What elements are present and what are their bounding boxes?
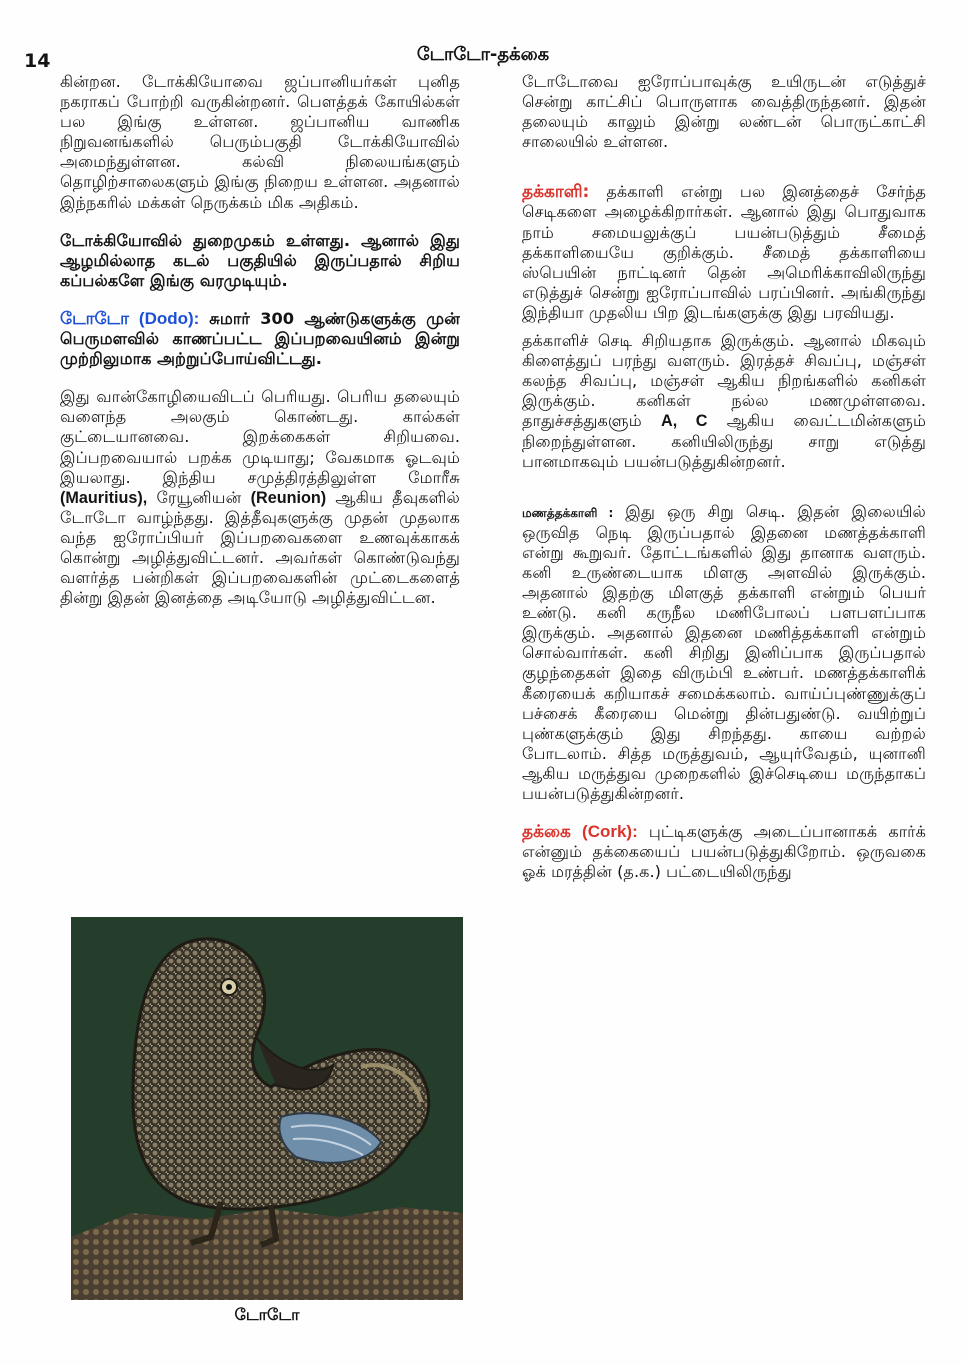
dodo-body-a: இது வான்கோழியைவிடப் பெரியது. பெரிய தலையும் வளைந்த அலகும் கொண்டது. கால்கள் குட்டையானவை. இறக்கைகள் சிறியவை. இப்பறவையால் பறக்க முடியாது; வேகமாக ஓடவும் இயலாது. இந்திய சமுத்திரத்திலுள்ள மோரீசு: [60, 387, 460, 487]
running-title: டோடோ-தக்கை: [416, 44, 550, 65]
dodo-intro-text: சுமார் 300 ஆண்டுகளுக்கு முன் பெருமளவில் காணப்பட்ட இப்பறவையினம் இன்று முற்றிலுமாக அற்றுப்போய்விட்டது.: [60, 308, 460, 369]
tokyo-paragraph-1: கின்றன. டோக்கியோவை ஜப்பானியர்கள் புனித நகராகப் போற்றி வருகின்றனர். பௌத்தக் கோயில்கள் பல இங்கு உள்ளன. ஜப்பானிய வாணிக நிறுவனங்களில் பெரும்பகுதி டோக்கியோவில் அமைந்துள்ளன. கல்வி நிலையங்களும் தொழிற்சாலைகளும் இங்கு நிறைய உள்ளன. அதனால் இந்நகரில் மக்கள் நெருக்கம் மிக அதிகம்.: [60, 72, 460, 212]
dodo-entry-intro: [60, 309, 460, 369]
dodo-body: [60, 387, 460, 608]
reunion-term: (Reunion): [250, 488, 327, 507]
dodo-heading-latin: (Dodo):: [138, 308, 200, 328]
tokyo-paragraph-2: டோக்கியோவில் துறைமுகம் உள்ளது. ஆனால் இது ஆழமில்லாத கடல் பகுதியில் இருப்பதால் சிறிய கப்பல்களே இங்கு வரமுடியும்.: [60, 230, 460, 290]
cork-heading-latin: (Cork):: [582, 822, 638, 842]
cork-entry: [522, 822, 926, 882]
tomato-paragraph-2: [522, 331, 926, 472]
vitamins-label: A, C: [661, 412, 708, 431]
tomato-entry: [522, 182, 926, 323]
left-column: [60, 72, 460, 626]
dodo-body-b: ஆகிய தீவுகளில் டோடோ வாழ்ந்தது. இத்தீவுகளுக்கு முதன் முதலாக வந்த ஐரோப்பியர் இப்பறவைகளை உணவுக்காகக் கொன்று அழித்துவிட்டனர். அவர்கள் கொண்டுவந்து வளர்த்த பன்றிகள் இப்பறவைகளின் முட்டைகளைத் தின்று இதன் இனத்தை அடியோடு அழித்துவிட்டன.: [60, 487, 460, 608]
manathakkali-heading: மணத்தக்காளி :: [522, 505, 614, 520]
dodo-bird-drawing: [71, 917, 463, 1300]
figure-caption: டோடோ: [234, 1305, 300, 1324]
tomato-p2-a: தக்காளிச் செடி சிறியதாக இருக்கும். ஆனால் மிகவும் கிளைத்துப் பரந்து வளரும். இரத்தச் சிவப்பு, மஞ்சள் கலந்த சிவப்பு, மஞ்சள் ஆகிய நிறங்களில் கனிகள் இருக்கும். கனிகள் நல்ல மணமுள்ளவை. தாதுச்சத்துகளும்: [522, 331, 926, 431]
manathakkali-entry: [522, 502, 926, 804]
page-number: 14: [24, 50, 51, 72]
dodo-entry-end: டோடோவை ஐரோப்பாவுக்கு உயிருடன் எடுத்துச் சென்று காட்சிப் பொருளாக வைத்திருந்தனர். இதன் தலையும் காலும் இன்று லண்டன் பொருட்காட்சி சாலையில் உள்ளன.: [522, 72, 926, 152]
tomato-p2-b: ஆகிய வைட்டமின்களும் நிறைந்துள்ளன. கனியிலிருந்து சாறு எடுத்து பானமாகவும் பயன்படுத்துகின்றனர்.: [522, 411, 927, 471]
cork-heading: தக்கை: [522, 822, 571, 843]
manathakkali-text: இது ஒரு சிறு செடி. இதன் இலையில் ஒருவித நெடி இருப்பதால் இதனை மணத்தக்காளி என்று கூறுவர். தோட்டங்களில் இது தானாக வளரும். கனி உருண்டையாக மிளகு அளவில் இருக்கும். அதனால் இதற்கு மிளகுத் தக்காளி என்றும் பெயர் உண்டு. கனி கருநீல மணிபோலப் பளபளப்பாக இருக்கும். அதனால் இதனை மணித்தக்காளி என்றும் சொல்வார்கள். கனி சிறிது இனிப்பாக இருப்பதால் குழந்தைகள் இதை விரும்பி உண்பர். மணத்தக்காளிக் கீரையைக் கறியாகச் சமைக்கலாம். வாய்ப்புண்ணுக்குப் பச்சைக் கீரையை மென்று தின்பதுண்டு. வயிற்றுப் புண்களுக்கும் இது சிறந்தது. காயை வற்றல் போடலாம். சித்த மருத்துவம், ஆயுர்வேதம், யுனானி ஆகிய மருத்துவ முறைகளில் இச்செடியை மருந்தாகப் பயன்படுத்துகின்றனர்.: [522, 501, 926, 803]
mauritius-term: (Mauritius),: [60, 488, 148, 507]
tomato-paragraph-1: தக்காளி என்று பல இனத்தைச் சேர்ந்த செடிகளை அழைக்கிறார்கள். ஆனால் இது பொதுவாக நாம் சமையலுக்குப் பயன்படுத்தும் சீமைத் தக்காளியையே குறிக்கும். சீமைத் தக்காளியை ஸ்பெயின் நாட்டினர் தென் அமெரிக்காவிலிருந்து எடுத்துச் சென்று ஐரோப்பாவில் பரப்பினர். அங்கிருந்து இந்தியா முதலிய பிற இடங்களுக்கு இது பரவியது.: [522, 182, 926, 322]
right-column: [522, 72, 926, 900]
tomato-heading: தக்காளி:: [522, 182, 590, 203]
dodo-heading: டோடோ: [60, 308, 129, 329]
reunion-term-tamil: ரேயூனியன்: [156, 487, 242, 507]
cork-text: புட்டிகளுக்கு அடைப்பானாகக் கார்க் என்னும் தக்கையைப் பயன்படுத்துகிறோம். ஒருவகை ஓக் மரத்தின் (த.க.) பட்டையிலிருந்து: [522, 822, 926, 882]
dodo-illustration: [71, 917, 463, 1300]
